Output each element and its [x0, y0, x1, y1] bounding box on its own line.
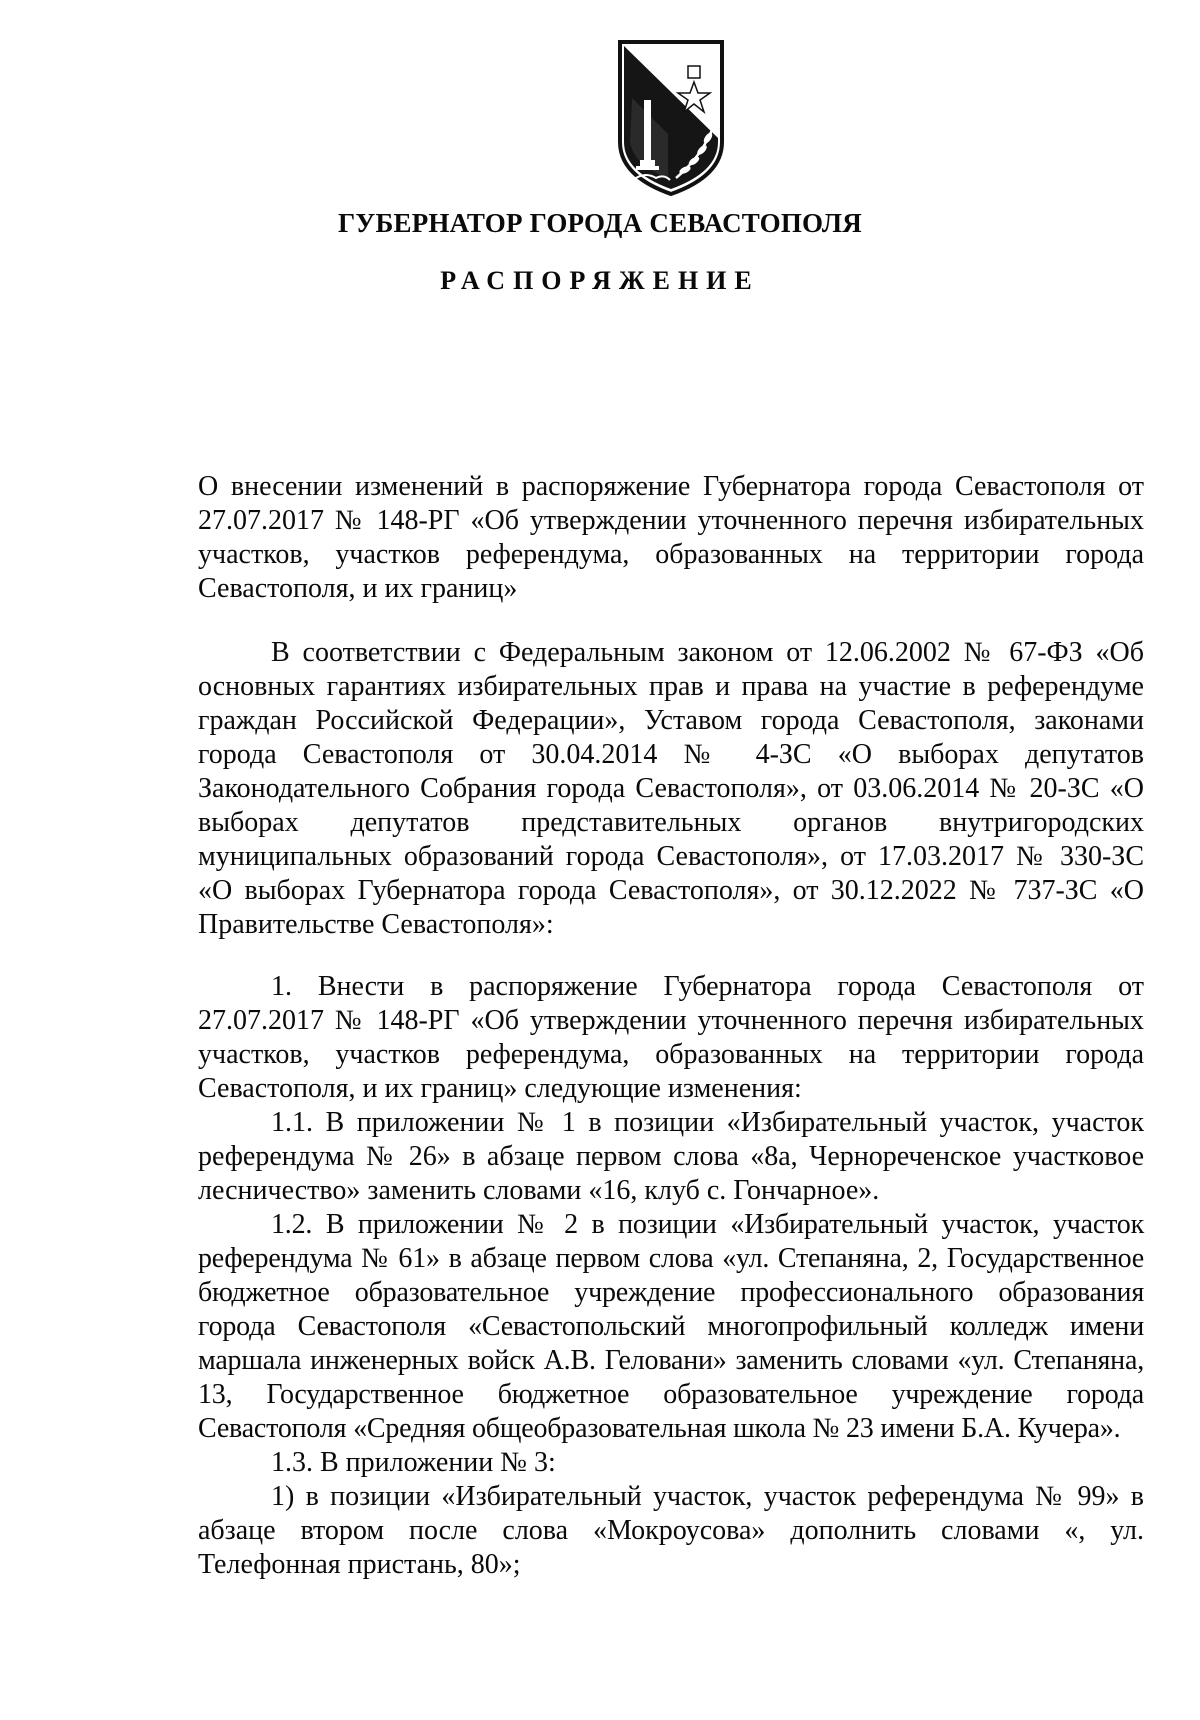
sevastopol-coat-of-arms-icon: [616, 38, 726, 198]
order-item-1-3: 1.3. В приложении № 3:: [271, 1447, 556, 1478]
preamble-text: В соответствии с Федеральным законом от 12.06.2002 № 67-ФЗ «Об основных гарантиях избирательных прав и права на участие в референдуме граждан Российской Федерации», Уставом города Севастополя, законами города Севастополя от 30.04.2014 № 4-ЗС «О выборах депутатов Законодательного Собрания города Севастополя», от 03.06.2014 № 20-ЗС «О выборах депутатов представительных органов внутригородских муниципальных образований города Севастополя», от 17.03.2017 № 330-ЗС «О выборах Губернатора города Севастополя», от 30.12.2022 № 737-ЗС «О Правительстве Севастополя»:: [198, 637, 1144, 940]
order-item-1-3-1: 1) в позиции «Избирательный участок, участок референдума № 99» в абзаце втором после слова «Мокроусова» дополнить словами «, ул. Телефонная пристань, 80»;: [198, 1481, 1144, 1580]
order-item-1-2: 1.2. В приложении № 2 в позиции «Избирательный участок, участок референдума № 61» в абзаце первом слова «ул. Степаняна, 2, Государственное бюджетное образовательное учреждение профессионального образования города Севастополя «Севастопольский многопрофильный колледж имени маршала инженерных войск А.В. Геловани» заменить словами «ул. Степаняна, 13, Государственное бюджетное образовательное учреждение города Севастополя «Средняя общеобразовательная школа № 23 имени Б.А. Кучера».: [198, 1209, 1144, 1444]
preamble-section: [198, 636, 1144, 942]
document-type: РАСПОРЯЖЕНИЕ: [440, 266, 760, 295]
order-item-1: 1. Внести в распоряжение Губернатора города Севастополя от 27.07.2017 № 148-РГ «Об утверждении уточненного перечня избирательных участков, участков референдума, образованных на территории города Севастополя, и их границ» следующие изменения:: [198, 971, 1144, 1104]
orders-section: [198, 970, 1144, 1582]
subject-text: О внесении изменений в распоряжение Губернатора города Севастополя от 27.07.2017 № 148-РГ «Об утверждении уточненного перечня избирательных участков, участков референдума, образованных на территории города Севастополя, и их границ»: [198, 471, 1144, 604]
document-subject: [198, 470, 1144, 606]
issuing-authority: ГУБЕРНАТОР ГОРОДА СЕВАСТОПОЛЯ: [338, 208, 862, 238]
order-item-1-1: 1.1. В приложении № 1 в позиции «Избирательный участок, участок референдума № 26» в абзаце первом слова «8а, Чернореченское участковое лесничество» заменить словами «16, клуб с. Гончарное».: [198, 1107, 1144, 1206]
